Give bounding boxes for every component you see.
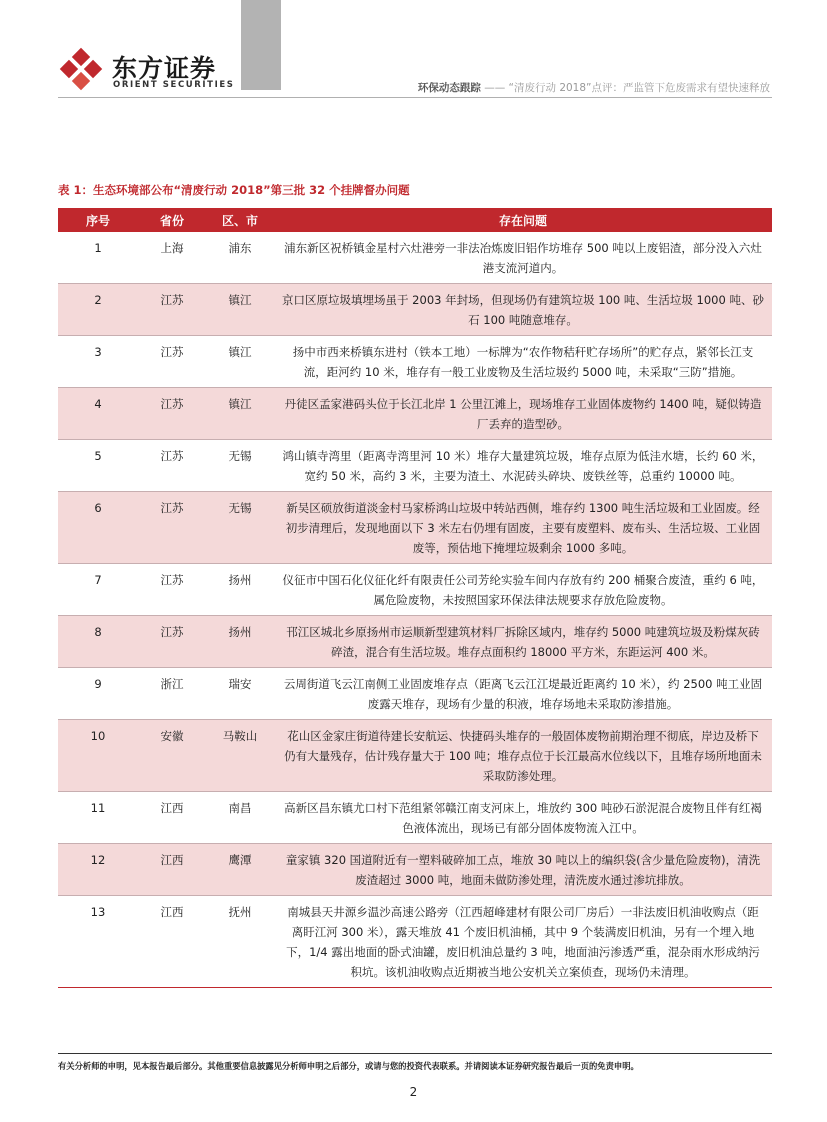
cell-district: 扬州: [206, 564, 274, 616]
logo-chinese-text: 东方证券: [112, 54, 217, 83]
cell-district: 瑞安: [206, 668, 274, 720]
cell-district: 抚州: [206, 896, 274, 988]
table-row: [58, 792, 772, 844]
cell-district: 浦东: [206, 232, 274, 284]
cell-province: 江苏: [138, 564, 206, 616]
cell-province: 安徽: [138, 720, 206, 792]
cell-issue: 鸿山镇寺湾里（距离寺湾里河 10 米）堆存大量建筑垃圾，堆存点原为低洼水塘，长约 60 米，宽约 50 米，高约 3 米，主要为渣土、水泥砖头碎块、废铁丝等，总重约 10000 吨。: [274, 440, 772, 492]
table-header-row: [58, 208, 772, 232]
cell-district: 鹰潭: [206, 844, 274, 896]
column-header-district: 区、市: [206, 208, 274, 232]
logo-diamond-icon: [58, 46, 104, 92]
cell-district: 南昌: [206, 792, 274, 844]
cell-number: 9: [58, 668, 138, 720]
cell-province: 江西: [138, 792, 206, 844]
report-section: 环保动态跟踪: [417, 82, 481, 94]
cell-issue: 邗江区城北乡原扬州市运顺新型建筑材料厂拆除区域内，堆存约 5000 吨建筑垃圾及粉煤灰砖碎渣，混合有生活垃圾。堆存点面积约 18000 平方米，东距运河 400 米。: [274, 616, 772, 668]
cell-province: 江苏: [138, 388, 206, 440]
column-header-number: 序号: [58, 208, 138, 232]
table-row: [58, 616, 772, 668]
cell-number: 11: [58, 792, 138, 844]
cell-number: 1: [58, 232, 138, 284]
header-dash: ——: [484, 82, 506, 94]
cell-district: 扬州: [206, 616, 274, 668]
cell-issue: 京口区原垃圾填埋场虽于 2003 年封场，但现场仍有建筑垃圾 100 吨、生活垃圾 1000 吨、砂石 100 吨随意堆存。: [274, 284, 772, 336]
column-header-province: 省份: [138, 208, 206, 232]
cell-district: 无锡: [206, 440, 274, 492]
table-row: [58, 720, 772, 792]
cell-issue: 花山区金家庄街道待建长安航运、快捷码头堆存的一般固体废物前期治理不彻底，岸边及桥下仍有大量残存，估计残存量大于 100 吨；堆存点位于长江最高水位线以下，且堆存场所地面未采取防渗处理。: [274, 720, 772, 792]
cell-district: 镇江: [206, 388, 274, 440]
header-divider: [58, 97, 772, 98]
cell-province: 上海: [138, 232, 206, 284]
column-header-issue: 存在问题: [274, 208, 772, 232]
cell-province: 江苏: [138, 284, 206, 336]
table-caption: 表 1：生态环境部公布“清废行动 2018”第三批 32 个挂牌督办问题: [58, 183, 410, 197]
cell-number: 5: [58, 440, 138, 492]
cell-district: 镇江: [206, 284, 274, 336]
table-row: [58, 284, 772, 336]
table-row: [58, 844, 772, 896]
cell-number: 6: [58, 492, 138, 564]
cell-number: 4: [58, 388, 138, 440]
cell-issue: 丹徒区孟家港码头位于长江北岸 1 公里江滩上，现场堆存工业固体废物约 1400 吨，疑似铸造厂丢弃的造型砂。: [274, 388, 772, 440]
cell-number: 13: [58, 896, 138, 988]
cell-issue: 高新区昌东镇尤口村下范组紧邻赣江南支河床上，堆放约 300 吨砂石淤泥混合废物且伴有红褐色液体流出，现场已有部分固体废物流入江中。: [274, 792, 772, 844]
cell-number: 12: [58, 844, 138, 896]
footer-disclaimer: 有关分析师的申明，见本报告最后部分。其他重要信息披露见分析师申明之后部分，或请与您的投资代表联系。并请阅读本证券研究报告最后一页的免责申明。: [58, 1061, 639, 1071]
cell-province: 江西: [138, 896, 206, 988]
cell-province: 江苏: [138, 336, 206, 388]
cell-issue: 云周街道飞云江南侧工业固废堆存点（距离飞云江江堤最近距离约 10 米），约 2500 吨工业固废露天堆存，现场有少量的积液，堆存场地未采取防渗措施。: [274, 668, 772, 720]
cell-issue: 仪征市中国石化仪征化纤有限责任公司芳纶实验车间内存放有约 200 桶聚合废渣，重约 6 吨，属危险废物，未按照国家环保法律法规要求存放危险废物。: [274, 564, 772, 616]
cell-number: 8: [58, 616, 138, 668]
report-subtitle: “清废行动 2018”点评：严监管下危废需求有望快速释放: [508, 82, 770, 94]
cell-number: 10: [58, 720, 138, 792]
table-row: [58, 668, 772, 720]
cell-province: 江苏: [138, 492, 206, 564]
table-row: [58, 232, 772, 284]
table-row: [58, 440, 772, 492]
report-header-title: [418, 80, 770, 95]
cell-province: 江苏: [138, 616, 206, 668]
cell-number: 3: [58, 336, 138, 388]
footer-divider: [58, 1053, 772, 1054]
cell-province: 江西: [138, 844, 206, 896]
cell-issue: 浦东新区祝桥镇金星村六灶港旁一非法冶炼废旧铝作坊堆存 500 吨以上废铝渣，部分没入六灶港支流河道内。: [274, 232, 772, 284]
cell-province: 江苏: [138, 440, 206, 492]
cell-district: 马鞍山: [206, 720, 274, 792]
cell-issue: 新吴区硕放街道淡金村马家桥鸿山垃圾中转站西侧，堆存约 1300 吨生活垃圾和工业固废。经初步清理后，发现地面以下 3 米左右仍埋有固废，主要有废塑料、废布头、生活垃圾、工业固废等，预估地下掩埋垃圾剩余 1000 多吨。: [274, 492, 772, 564]
cell-district: 镇江: [206, 336, 274, 388]
orient-securities-logo: [58, 46, 278, 96]
cell-issue: 扬中市西来桥镇东进村（铁本工地）一标牌为“农作物秸秆贮存场所”的贮存点，紧邻长江支流，距河约 10 米，堆存有一般工业废物及生活垃圾约 5000 吨，未采取“三防”措施。: [274, 336, 772, 388]
logo-english-text: ORIENT SECURITIES: [113, 80, 235, 90]
cell-issue: 南城县天井源乡温沙高速公路旁（江西超峰建材有限公司厂房后）一非法废旧机油收购点（距离盱江河 300 米），露天堆放 41 个废旧机油桶，其中 9 个装满废旧机油，另有一个埋入地下，1/4 露出地面的卧式油罐，废旧机油总量约 3 吨，地面油污渗透严重，混杂雨水形成纳污积坑。该机油收购点近期被当地公安机关立案侦查，现场仍未清理。: [274, 896, 772, 988]
cell-number: 2: [58, 284, 138, 336]
table-row: [58, 896, 772, 988]
cell-province: 浙江: [138, 668, 206, 720]
table-row: [58, 564, 772, 616]
issues-table: [58, 208, 772, 988]
cell-issue: 童家镇 320 国道附近有一塑料破碎加工点，堆放 30 吨以上的编织袋(含少量危险废物)，清洗废渣超过 3000 吨，地面未做防渗处理，清洗废水通过渗坑排放。: [274, 844, 772, 896]
cell-district: 无锡: [206, 492, 274, 564]
table-row: [58, 492, 772, 564]
table-row: [58, 336, 772, 388]
cell-number: 7: [58, 564, 138, 616]
page-number: 2: [409, 1085, 418, 1099]
table-row: [58, 388, 772, 440]
